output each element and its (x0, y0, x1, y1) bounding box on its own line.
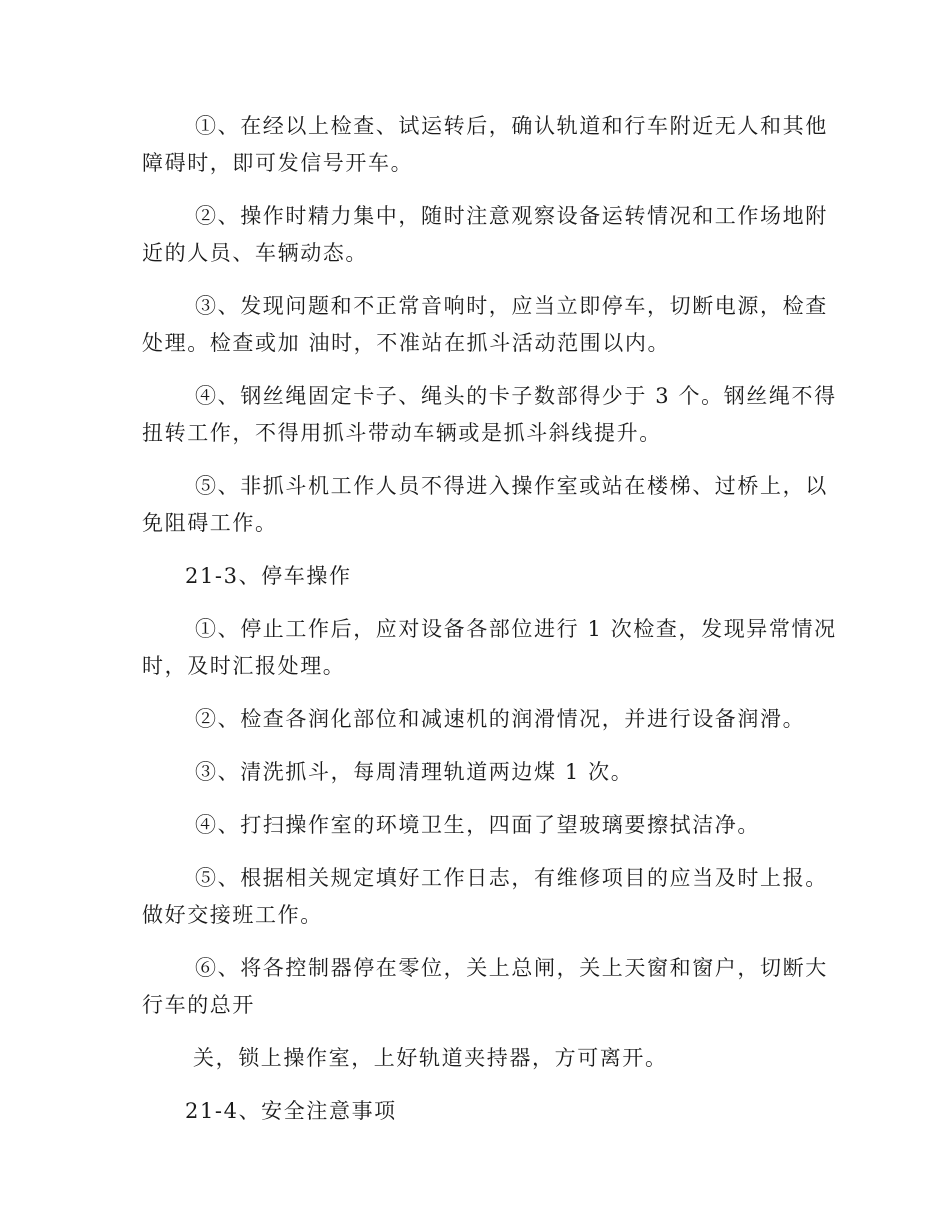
paragraph-line: 关，锁上操作室，上好轨道夹持器，方可离开。 (193, 1046, 668, 1070)
paragraph-line: ①、停止工作后，应对设备各部位进行 1 次检查，发现异常情况 (195, 617, 837, 641)
section-heading: 21-3、停车操作 (185, 564, 352, 588)
paragraph-line: ②、检查各润化部位和减速机的润滑情况，并进行设备润滑。 (195, 707, 806, 731)
paragraph-line: 处理。检查或加 油时，不准站在抓斗活动范围以内。 (142, 331, 671, 355)
paragraph-line: 免阻碍工作。 (142, 511, 278, 535)
paragraph-line: ⑥、将各控制器停在零位，关上总闸，关上天窗和窗户，切断大 (195, 956, 828, 980)
paragraph-line: ③、清洗抓斗，每周清理轨道两边煤 1 次。 (195, 760, 634, 784)
paragraph-line: 障碍时，即可发信号开车。 (142, 151, 414, 175)
paragraph-line: 行车的总开 (142, 993, 255, 1017)
paragraph-line: 做好交接班工作。 (142, 903, 323, 927)
paragraph-line: ④、钢丝绳固定卡子、绳头的卡子数部得少于 3 个。钢丝绳不得 (195, 384, 837, 408)
paragraph-line: ⑤、根据相关规定填好工作日志，有维修项目的应当及时上报。 (195, 866, 828, 890)
paragraph-line: ①、在经以上检查、试运转后，确认轨道和行车附近无人和其他 (195, 114, 828, 138)
paragraph-line: ⑤、非抓斗机工作人员不得进入操作室或站在楼梯、过桥上，以 (195, 474, 828, 498)
paragraph-line: ③、发现问题和不正常音响时，应当立即停车，切断电源，检查 (195, 294, 828, 318)
paragraph-line: 时，及时汇报处理。 (142, 654, 346, 678)
paragraph-line: 扭转工作，不得用抓斗带动车辆或是抓斗斜线提升。 (142, 421, 662, 445)
paragraph-line: ②、操作时精力集中，随时注意观察设备运转情况和工作场地附 (195, 204, 828, 228)
section-heading: 21-4、安全注意事项 (185, 1099, 397, 1123)
paragraph-line: 近的人员、车辆动态。 (142, 241, 368, 265)
paragraph-line: ④、打扫操作室的环境卫生，四面了望玻璃要擦拭洁净。 (195, 813, 760, 837)
